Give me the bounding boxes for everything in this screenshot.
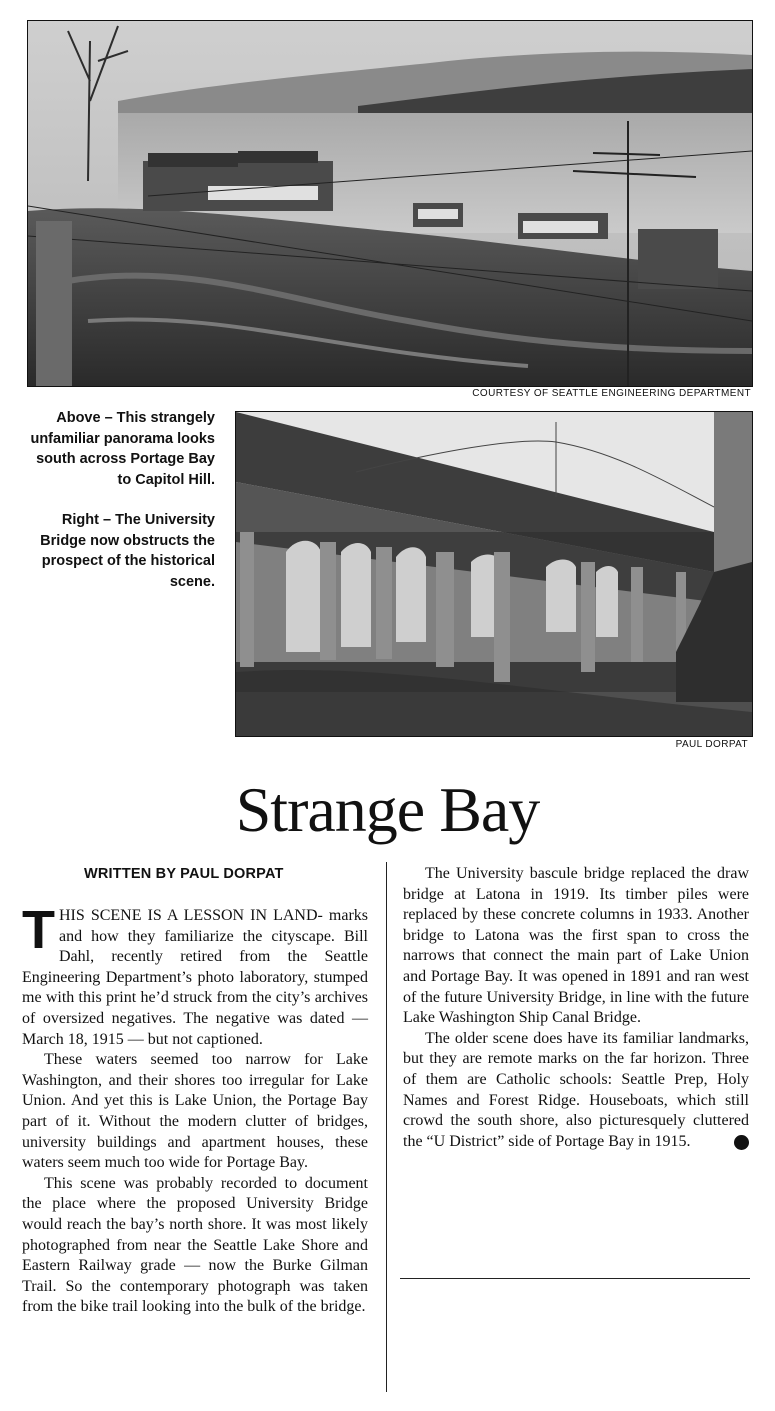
end-mark-icon: P [734, 1135, 749, 1150]
paragraph-1-caps: HIS SCENE IS A LESSON IN LAND- [59, 907, 323, 924]
photo-credit-top: COURTESY OF SEATTLE ENGINEERING DEPARTMENT [472, 388, 751, 399]
paragraph-1-text: marks and how they familiarize the cityscape. Bill Dahl, recently retired from the Seattle Engineering Department’s photo laboratory, stumped me with this print he’d struck from the city’s archives of oversized negatives. The negative was dated — March 18, 1915 — but not captioned. [22, 907, 368, 1048]
paragraph-4: The University bascule bridge replaced the draw bridge at Latona in 1919. Its timber piles were replaced by these concrete columns in 1933. Another bridge to Latona was the first span to cross the narrows that connect the main part of Lake Union and Portage Bay. It was opened in 1891 and ran west of the future University Bridge, in line with the future Lake Washington Ship Canal Bridge. [403, 865, 749, 1027]
article-column-left [22, 900, 368, 1318]
paragraph-5-text: The older scene does have its familiar landmarks, but they are remote marks on the far horizon. Three of them are Catholic schools: Seattle Prep, Holy Names and Forest Ridge. Houseboats, which still crowd the south shore, also picturesquely cluttered the “U District” side of Portage Bay in 1915. [403, 1029, 749, 1150]
caption-right: Right – The University Bridge now obstructs the prospect of the historical scene. [40, 512, 215, 590]
historical-panorama-photo [27, 20, 753, 387]
column-divider [386, 862, 387, 1392]
photo-credit-bottom: PAUL DORPAT [675, 739, 748, 750]
paragraph-1 [22, 900, 368, 1050]
paragraph-3: This scene was probably recorded to document the place where the proposed University Bridge would reach the bay’s north shore. It was most likely photographed from near the Seattle Lake Shore and Eastern Railway grade — now the Burke Gilman Trail. So the contemporary photograph was taken from the bike trail looking into the bulk of the bridge. [22, 1174, 368, 1316]
photo-caption [30, 408, 215, 612]
caption-above: Above – This strangely unfamiliar panorama looks south across Portage Bay to Capitol Hill. [30, 410, 215, 488]
page-title: Strange Bay [235, 774, 540, 845]
article-column-right [403, 864, 764, 1152]
end-rule [400, 1278, 750, 1279]
drop-cap: T [22, 900, 55, 960]
university-bridge-photo [235, 411, 753, 737]
byline: WRITTEN BY PAUL DORPAT [84, 866, 284, 882]
paragraph-5 [403, 1029, 764, 1153]
paragraph-2: These waters seemed too narrow for Lake Washington, and their shores too irregular for Lake Union. And yet this is Lake Union, the Portage Bay part of it. Without the modern clutter of bridges, university buildings and apartment houses, these waters seem much too wide for Portage Bay. [22, 1051, 368, 1172]
